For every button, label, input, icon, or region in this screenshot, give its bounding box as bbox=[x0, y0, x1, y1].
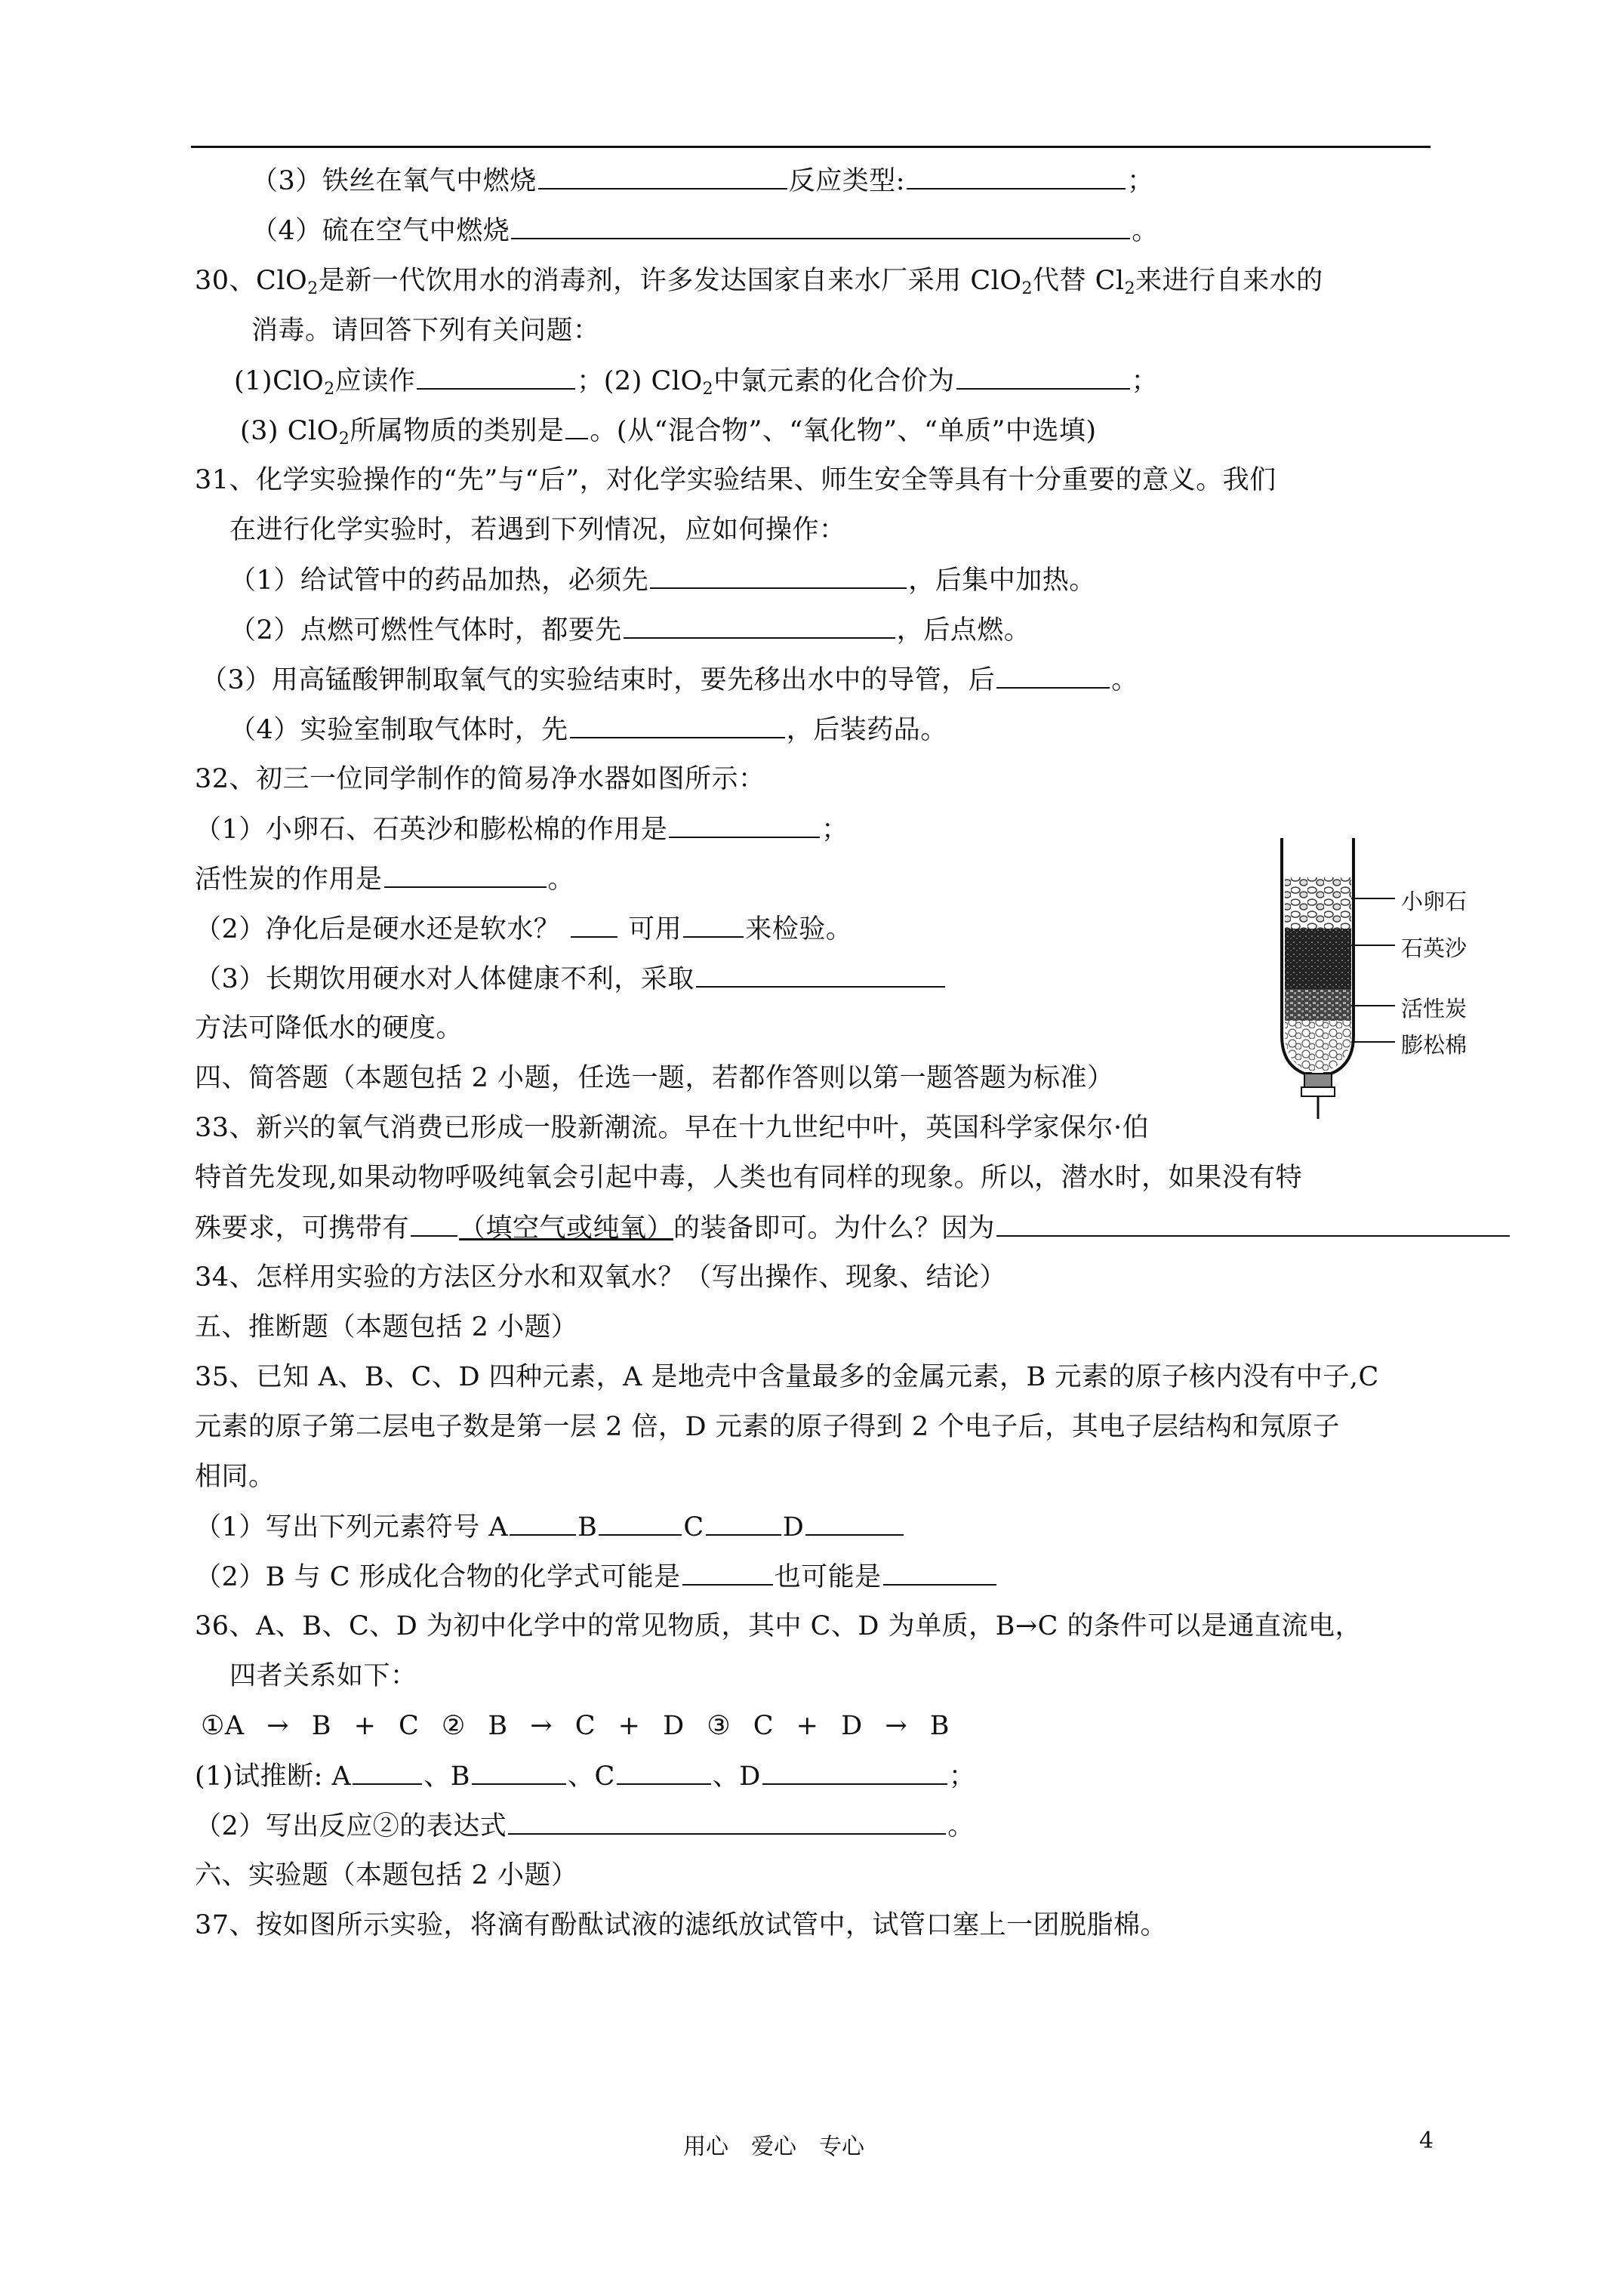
q35-line1: 35、已知 A、B、C、D 四种元素，A 是地壳中含量最多的金属元素，B 元素的原子核内没有中子,C bbox=[195, 1362, 1379, 1392]
section-4-heading: 四、简答题（本题包括 2 小题，任选一题，若都作答则以第一题答题为标准） bbox=[195, 1063, 1114, 1093]
q34-line: 34、怎样用实验的方法区分水和双氧水？（写出操作、现象、结论） bbox=[195, 1262, 1007, 1293]
q33-line2: 特首先发现,如果动物呼吸纯氧会引起中毒，人类也有同样的现象。所以，潜水时，如果没有特 bbox=[195, 1163, 1303, 1193]
label-pebbles: 小卵石 bbox=[1401, 889, 1467, 914]
q30-line2: 消毒。请回答下列有关问题： bbox=[251, 316, 600, 346]
answer-blank[interactable] bbox=[538, 162, 787, 190]
answer-blank[interactable] bbox=[472, 1758, 566, 1785]
q35-line3: 相同。 bbox=[195, 1462, 276, 1492]
q31-4-line: （4）实验室制取气体时，先 ，后装药品。 bbox=[229, 711, 947, 748]
label-quartz-sand: 石英沙 bbox=[1401, 935, 1467, 961]
q35-line2: 元素的原子第二层电子数是第一层 2 倍，D 元素的原子得到 2 个电子后，其电子层结构和氖原子 bbox=[195, 1412, 1340, 1442]
answer-blank[interactable] bbox=[617, 1758, 711, 1785]
q29-3-line: （3）铁丝在氧气中燃烧 反应类型: ； bbox=[251, 162, 1154, 199]
answer-blank[interactable] bbox=[683, 911, 744, 938]
q29-3-type-label: 反应类型: bbox=[788, 166, 906, 196]
answer-blank[interactable] bbox=[571, 911, 617, 938]
q32-1b-line: 活性炭的作用是 。 bbox=[195, 861, 574, 898]
q32-2-line: （2）净化后是硬水还是软水？ 可用 来检验。 bbox=[195, 911, 852, 948]
answer-blank[interactable] bbox=[956, 362, 1130, 390]
answer-blank[interactable] bbox=[353, 1758, 422, 1785]
answer-blank[interactable] bbox=[510, 1509, 576, 1536]
answer-blank[interactable] bbox=[907, 162, 1126, 190]
q30-line3: (1)ClO$_2$应读作 ；(2) ClO$_2$中氯元素的化合价为 ； bbox=[234, 362, 1158, 399]
q32-1-line: （1）小卵石、石英沙和膨松棉的作用是 ； bbox=[195, 811, 848, 848]
q37-line: 37、按如图所示实验，将滴有酚酞试液的滤纸放试管中，试管口塞上一团脱脂棉。 bbox=[195, 1910, 1168, 1940]
section-5-heading: 五、推断题（本题包括 2 小题） bbox=[195, 1312, 578, 1342]
answer-blank[interactable] bbox=[417, 362, 575, 390]
q31-line1: 31、化学实验操作的“先”与“后”，对化学实验结果、师生安全等具有十分重要的意义。我们 bbox=[195, 465, 1277, 495]
cotton-layer bbox=[1285, 1021, 1351, 1071]
answer-blank[interactable] bbox=[682, 1558, 773, 1586]
water-filter-illustration bbox=[1274, 838, 1478, 1133]
answer-blank[interactable] bbox=[996, 1210, 1510, 1237]
carbon-layer bbox=[1285, 989, 1351, 1021]
q30-line1: 30、ClO$_2$是新一代饮用水的消毒剂，许多发达国家自来水厂采用 ClO$_2$代替 $Cl_2$来进行自来水的 bbox=[195, 266, 1323, 298]
answer-blank[interactable] bbox=[805, 1509, 904, 1536]
label-activated-carbon: 活性炭 bbox=[1401, 996, 1467, 1022]
q31-2-line: （2）点燃可燃性气体时，都要先 ，后点燃。 bbox=[229, 612, 1030, 649]
answer-blank[interactable] bbox=[996, 661, 1110, 689]
q36-line1: 36、A、B、C、D 为初中化学中的常见物质，其中 C、D 为单质，B→C 的条件可以是通直流电， bbox=[195, 1611, 1363, 1641]
q32-3b-line: 方法可降低水的硬度。 bbox=[195, 1013, 463, 1043]
q31-3-line: （3）用高锰酸钾制取氧气的实验结束时，要先移出水中的导管，后 。 bbox=[201, 661, 1138, 698]
q32-line1: 32、初三一位同学制作的简易净水器如图所示： bbox=[195, 764, 765, 794]
section-6-heading: 六、实验题（本题包括 2 小题） bbox=[195, 1860, 578, 1891]
q36-1-line: (1)试推断: A 、B 、C 、D ； bbox=[195, 1758, 975, 1795]
q31-1-line: （1）给试管中的药品加热，必须先 ，后集中加热。 bbox=[229, 562, 1096, 599]
answer-blank[interactable] bbox=[696, 960, 945, 988]
answer-blank[interactable] bbox=[624, 612, 895, 639]
answer-blank[interactable] bbox=[411, 1210, 457, 1237]
header-rule bbox=[191, 146, 1431, 148]
q36-2-line: （2）写出反应②的表达式 。 bbox=[195, 1808, 975, 1845]
q30-line4: (3) ClO$_2$所属物质的类别是 。(从“混合物”、“氧化物”、“单质”中选填) bbox=[240, 412, 1097, 449]
q33-line3: 殊要求，可携带有 （填空气或纯氧）的装备即可。为什么？因为 bbox=[195, 1210, 1511, 1247]
q35-2-line: （2）B 与 C 形成化合物的化学式可能是 也可能是 bbox=[195, 1558, 998, 1595]
answer-blank[interactable] bbox=[511, 212, 1130, 239]
q31-line2: 在进行化学实验时，若遇到下列情况，应如何操作： bbox=[229, 515, 846, 545]
answer-blank[interactable] bbox=[384, 861, 547, 888]
pebble-layer bbox=[1285, 877, 1351, 929]
q29-4-text: （4）硫在空气中燃烧 bbox=[251, 216, 510, 246]
q35-1-line: （1）写出下列元素符号 A B C D bbox=[195, 1509, 905, 1546]
answer-blank[interactable] bbox=[669, 811, 820, 838]
q36-line2: 四者关系如下： bbox=[229, 1661, 417, 1691]
q32-3-line: （3）长期饮用硬水对人体健康不利，采取 bbox=[195, 960, 947, 997]
footer-motto: 用心 爱心 专心 bbox=[683, 2134, 864, 2160]
answer-blank[interactable] bbox=[570, 711, 785, 738]
q29-4-line: （4）硫在空气中燃烧 。 bbox=[251, 212, 1159, 249]
sand-layer bbox=[1285, 929, 1351, 989]
q29-3-text: （3）铁丝在氧气中燃烧 bbox=[251, 166, 537, 196]
answer-blank[interactable] bbox=[650, 562, 907, 589]
label-cotton: 膨松棉 bbox=[1401, 1032, 1467, 1058]
answer-blank[interactable] bbox=[599, 1509, 682, 1536]
answer-blank[interactable] bbox=[706, 1509, 781, 1536]
answer-blank[interactable] bbox=[565, 412, 588, 439]
answer-blank[interactable] bbox=[508, 1808, 946, 1835]
page-number: 4 bbox=[1419, 2128, 1434, 2154]
q33-line1: 33、新兴的氧气消费已形成一股新潮流。早在十九世纪中叶，英国科学家保尔·伯 bbox=[195, 1113, 1150, 1143]
answer-blank[interactable] bbox=[883, 1558, 996, 1586]
q36-relations: ①A → B + C ② B → C + D ③ C + D → B bbox=[201, 1711, 950, 1741]
answer-blank[interactable] bbox=[762, 1758, 947, 1785]
water-filter-figure bbox=[1274, 838, 1478, 1133]
